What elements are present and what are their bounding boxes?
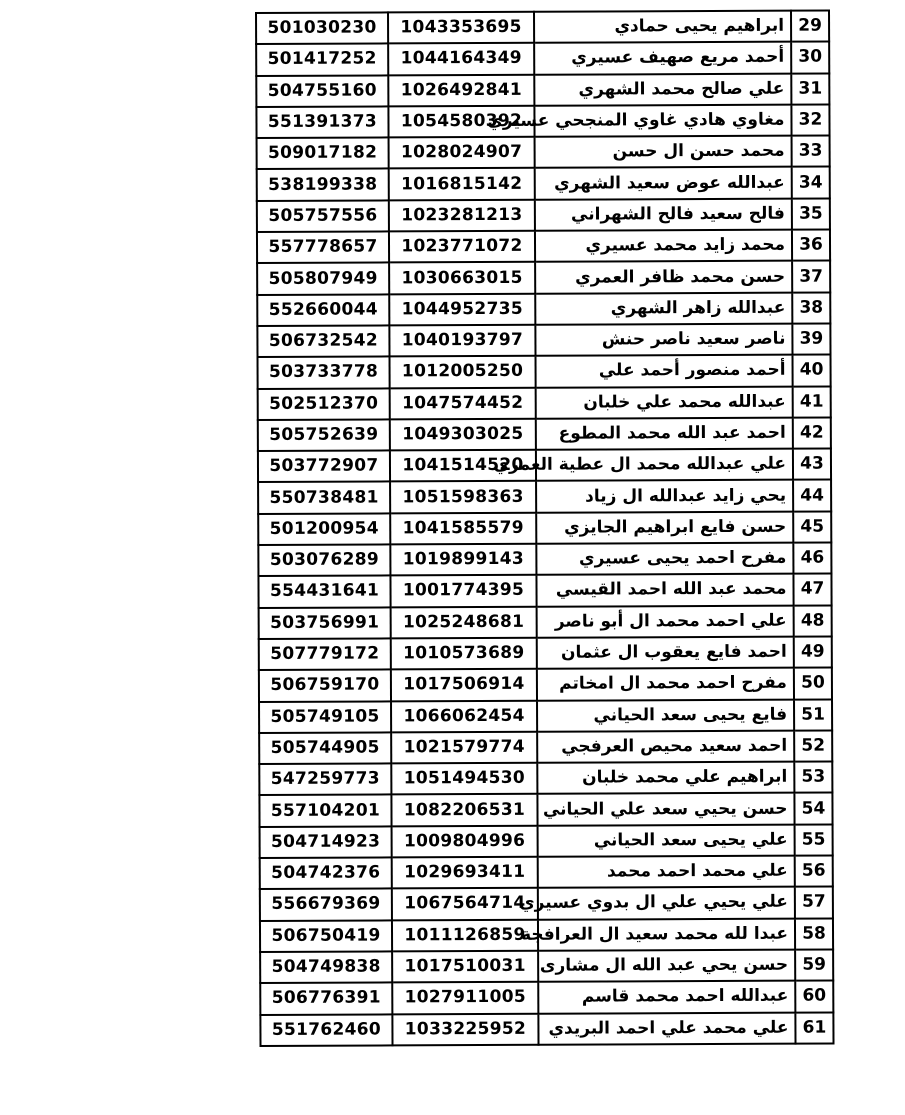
name-cell: علي محمد احمد محمد	[538, 856, 795, 888]
name-cell: احمد سعيد محيص العرفجي	[537, 730, 794, 762]
name-cell: حسن يحي عبد الله ال مشارى	[538, 950, 795, 982]
table-row	[257, 292, 830, 326]
table-row	[256, 73, 829, 107]
national-id-cell: 1043353695	[388, 12, 534, 44]
row-number-cell: 40	[793, 355, 831, 386]
national-id-cell: 1023771072	[389, 231, 535, 263]
national-id-cell: 1066062454	[391, 700, 537, 732]
row-number-cell: 44	[793, 480, 831, 511]
national-id-cell: 1049303025	[390, 419, 536, 451]
row-number-cell: 58	[795, 918, 833, 949]
mobile-number-cell: 501417252	[256, 44, 388, 76]
national-id-cell: 1019899143	[390, 544, 536, 576]
name-cell: علي صالح محمد الشهري	[534, 73, 791, 105]
table-row	[258, 386, 831, 420]
mobile-number-cell: 538199338	[257, 169, 389, 201]
table-row	[258, 417, 831, 451]
table-row	[257, 136, 830, 170]
table-row	[257, 261, 830, 295]
name-cell: ابراهيم يحيى حمادي	[534, 11, 791, 43]
table-row	[258, 480, 831, 514]
national-id-cell: 1027911005	[392, 982, 538, 1014]
table-row	[259, 605, 832, 639]
name-cell: عبدالله احمد محمد قاسم	[538, 981, 795, 1013]
mobile-number-cell: 557778657	[257, 231, 389, 263]
table-row	[260, 918, 833, 952]
name-cell: علي يحيى سعد الحياني	[538, 824, 795, 856]
table-row	[260, 856, 833, 890]
table-row	[259, 793, 832, 827]
row-number-cell: 51	[794, 699, 832, 730]
national-id-cell: 1010573689	[391, 638, 537, 670]
name-cell: علي احمد محمد ال أبو ناصر	[537, 605, 794, 637]
mobile-number-cell: 506759170	[259, 670, 391, 702]
table-row	[258, 355, 831, 389]
name-cell: مفرح احمد محمد ال امخاتم	[537, 668, 794, 700]
table-row	[260, 981, 833, 1015]
name-cell: محمد عبد الله احمد القيسي	[536, 574, 793, 606]
national-id-cell: 1023281213	[389, 200, 535, 232]
row-number-cell: 59	[795, 949, 833, 980]
table-row	[257, 230, 830, 264]
mobile-number-cell: 503756991	[259, 607, 391, 639]
row-number-cell: 61	[795, 1012, 833, 1043]
mobile-number-cell: 507779172	[259, 638, 391, 670]
national-id-cell: 1025248681	[391, 606, 537, 638]
row-number-cell: 48	[794, 605, 832, 636]
mobile-number-cell: 509017182	[257, 138, 389, 170]
mobile-number-cell: 506776391	[260, 983, 392, 1015]
national-id-cell: 1067564714	[392, 888, 538, 920]
mobile-number-cell: 506732542	[257, 325, 389, 357]
national-id-cell: 1082206531	[391, 794, 537, 826]
national-id-cell: 1044952735	[389, 293, 535, 325]
name-cell: فالح سعيد فالح الشهراني	[535, 198, 792, 230]
mobile-number-cell: 501200954	[258, 513, 390, 545]
table-row	[256, 42, 829, 76]
table-row	[259, 699, 832, 733]
row-number-cell: 46	[793, 543, 831, 574]
row-number-cell: 33	[792, 136, 830, 167]
national-id-cell: 1033225952	[392, 1013, 538, 1045]
name-cell: عبدالله محمد علي خلبان	[536, 386, 793, 418]
national-id-cell: 1012005250	[390, 356, 536, 388]
row-number-cell: 53	[794, 762, 832, 793]
national-id-cell: 1030663015	[389, 262, 535, 294]
mobile-number-cell: 503076289	[258, 544, 390, 576]
mobile-number-cell: 551762460	[260, 1014, 392, 1046]
row-number-cell: 35	[792, 198, 830, 229]
roster-table	[255, 9, 835, 1046]
name-cell: مفرح احمد يحيى عسيري	[536, 543, 793, 575]
name-cell: ناصر سعيد ناصر حنش	[535, 324, 792, 356]
table-row	[256, 10, 829, 44]
row-number-cell: 45	[793, 511, 831, 542]
name-cell: علي محمد علي احمد البريدي	[538, 1012, 795, 1044]
mobile-number-cell: 550738481	[258, 482, 390, 514]
table-row	[257, 198, 830, 232]
table-row	[257, 167, 830, 201]
name-cell: عبدالله زاهر الشهري	[535, 292, 792, 324]
mobile-number-cell: 505807949	[257, 263, 389, 295]
name-cell: فايع يحيى سعد الحياني	[537, 699, 794, 731]
table-row	[258, 511, 831, 545]
name-cell: عبدالله عوض سعيد الشهري	[535, 167, 792, 199]
national-id-cell: 1017510031	[392, 951, 538, 983]
name-cell: أحمد منصور أحمد علي	[536, 355, 793, 387]
mobile-number-cell: 504749838	[260, 951, 392, 983]
row-number-cell: 55	[795, 824, 833, 855]
national-id-cell: 1041514520	[390, 450, 536, 482]
mobile-number-cell: 505757556	[257, 200, 389, 232]
row-number-cell: 31	[791, 73, 829, 104]
name-cell: يحي زايد عبدالله ال زياد	[536, 480, 793, 512]
row-number-cell: 42	[793, 417, 831, 448]
table-row	[258, 449, 831, 483]
table-row	[260, 949, 833, 983]
mobile-number-cell: 505749105	[259, 701, 391, 733]
mobile-number-cell: 505752639	[258, 419, 390, 451]
mobile-number-cell: 547259773	[259, 764, 391, 796]
mobile-number-cell: 556679369	[260, 889, 392, 921]
row-number-cell: 43	[793, 449, 831, 480]
mobile-number-cell: 506750419	[260, 920, 392, 952]
name-cell: علي يحيي علي ال بدوي عسيري	[538, 887, 795, 919]
mobile-number-cell: 552660044	[257, 294, 389, 326]
national-id-cell: 1044164349	[388, 43, 534, 75]
national-id-cell: 1017506914	[391, 669, 537, 701]
mobile-number-cell: 557104201	[259, 795, 391, 827]
national-id-cell: 1029693411	[392, 857, 538, 889]
mobile-number-cell: 554431641	[258, 576, 390, 608]
table-row	[258, 543, 831, 577]
name-cell: احمد عبد الله محمد المطوع	[536, 418, 793, 450]
row-number-cell: 60	[795, 981, 833, 1012]
national-id-cell: 1021579774	[391, 732, 537, 764]
name-cell: علي عبدالله محمد ال عطية العمري	[536, 449, 793, 481]
table-row	[259, 668, 832, 702]
row-number-cell: 36	[792, 230, 830, 261]
row-number-cell: 38	[792, 292, 830, 323]
row-number-cell: 47	[793, 574, 831, 605]
national-id-cell: 1016815142	[389, 168, 535, 200]
national-id-cell: 1040193797	[389, 325, 535, 357]
table-row	[256, 104, 829, 138]
national-id-cell: 1028024907	[389, 137, 535, 169]
mobile-number-cell: 501030230	[256, 12, 388, 44]
mobile-number-cell: 504714923	[260, 826, 392, 858]
mobile-number-cell: 503733778	[258, 357, 390, 389]
row-number-cell: 41	[793, 386, 831, 417]
row-number-cell: 30	[791, 42, 829, 73]
mobile-number-cell: 503772907	[258, 451, 390, 483]
name-cell: محمد زايد محمد عسيري	[535, 230, 792, 262]
table-row	[260, 887, 833, 921]
mobile-number-cell: 505744905	[259, 732, 391, 764]
national-id-cell: 1026492841	[388, 74, 534, 106]
national-id-cell: 1051494530	[391, 763, 537, 795]
table-row	[259, 730, 832, 764]
roster-table-body	[256, 10, 834, 1045]
name-cell: حسن يحيي سعد علي الحياني	[537, 793, 794, 825]
name-cell: أحمد مريع صهيف عسيري	[534, 42, 791, 74]
table-row	[257, 323, 830, 357]
name-cell: عبدا لله محمد سعيد ال العرافجة	[538, 918, 795, 950]
table-row	[259, 636, 832, 670]
national-id-cell: 1009804996	[392, 825, 538, 857]
name-cell: محمد حسن ال حسن	[535, 136, 792, 168]
table-row	[260, 824, 833, 858]
name-cell: مغاوي هادي غاوي المنجحي عسيري	[534, 105, 791, 137]
name-cell: حسن فايع ابراهيم الجايزي	[536, 511, 793, 543]
national-id-cell: 1001774395	[390, 575, 536, 607]
row-number-cell: 34	[792, 167, 830, 198]
row-number-cell: 49	[794, 636, 832, 667]
national-id-cell: 1041585579	[390, 513, 536, 545]
name-cell: ابراهيم علي محمد خلبان	[537, 762, 794, 794]
row-number-cell: 56	[795, 856, 833, 887]
table-row	[259, 762, 832, 796]
national-id-cell: 1051598363	[390, 481, 536, 513]
name-cell: حسن محمد ظافر العمري	[535, 261, 792, 293]
mobile-number-cell: 502512370	[258, 388, 390, 420]
national-id-cell: 1047574452	[390, 387, 536, 419]
row-number-cell: 50	[794, 668, 832, 699]
name-cell: احمد فايع يعقوب ال عثمان	[537, 637, 794, 669]
table-row	[258, 574, 831, 608]
mobile-number-cell: 551391373	[256, 106, 388, 138]
row-number-cell: 52	[794, 730, 832, 761]
mobile-number-cell: 504755160	[256, 75, 388, 107]
national-id-cell: 1054580392	[388, 106, 534, 138]
national-id-cell: 1011126859	[392, 919, 538, 951]
row-number-cell: 29	[791, 10, 829, 41]
row-number-cell: 57	[795, 887, 833, 918]
table-row	[260, 1012, 833, 1046]
mobile-number-cell: 504742376	[260, 857, 392, 889]
row-number-cell: 54	[794, 793, 832, 824]
row-number-cell: 39	[792, 323, 830, 354]
row-number-cell: 32	[791, 104, 829, 135]
row-number-cell: 37	[792, 261, 830, 292]
